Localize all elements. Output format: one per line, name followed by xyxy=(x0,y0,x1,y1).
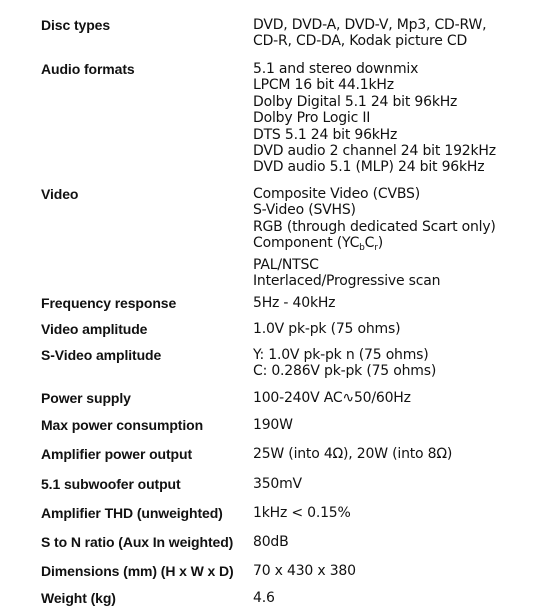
spec-value xyxy=(253,347,436,380)
spec-value xyxy=(253,17,486,50)
spec-label: Dimensions (mm) (H x W x D) xyxy=(41,563,234,579)
spec-value-line: DVD audio 2 channel 24 bit 192kHz xyxy=(253,143,496,160)
spec-value-line: DVD audio 5.1 (MLP) 24 bit 96kHz xyxy=(253,159,485,176)
spec-label: Power supply xyxy=(41,390,131,406)
spec-value xyxy=(253,446,452,462)
spec-label: S to N ratio (Aux In weighted) xyxy=(41,534,234,550)
spec-label: Weight (kg) xyxy=(41,590,116,606)
spec-label: Max power consumption xyxy=(41,417,204,433)
spec-value-line: C: 0.286V pk-pk (75 ohms) xyxy=(253,363,437,380)
spec-value-line: Dolby Digital 5.1 24 bit 96kHz xyxy=(253,93,458,110)
spec-value-line: S-Video (SVHS) xyxy=(253,202,356,219)
spec-value-line: 100-240V AC∿50/60Hz xyxy=(253,390,411,406)
spec-label: Video amplitude xyxy=(41,321,148,337)
spec-value-line: 25W (into 4Ω), 20W (into 8Ω) xyxy=(253,446,453,462)
spec-value-line: 1kHz < 0.15% xyxy=(253,505,351,521)
spec-value-line: LPCM 16 bit 44.1kHz xyxy=(253,77,394,94)
spec-value-line: 80dB xyxy=(253,534,289,550)
spec-value xyxy=(253,505,351,521)
spec-value xyxy=(253,390,411,406)
spec-value-line: DVD, DVD-A, DVD-V, Mp3, CD-RW, xyxy=(253,17,487,33)
spec-value-line: 5Hz - 40kHz xyxy=(253,295,336,311)
spec-value-line: 70 x 430 x 380 xyxy=(253,563,356,579)
spec-value-line: Dolby Pro Logic II xyxy=(253,110,371,127)
spec-value xyxy=(253,590,275,606)
spec-value xyxy=(253,321,400,337)
spec-label: 5.1 subwoofer output xyxy=(41,476,181,492)
spec-value-line: 350mV xyxy=(253,476,302,492)
spec-label: Video xyxy=(41,186,79,202)
spec-value-line: RGB (through dedicated Scart only) xyxy=(253,218,496,235)
spec-value xyxy=(253,534,289,550)
spec-label: Amplifier power output xyxy=(41,446,193,462)
spec-value-line: Y: 1.0V pk-pk n (75 ohms) xyxy=(253,347,429,363)
spec-value-line: 5.1 and stereo downmix xyxy=(253,61,419,77)
spec-value-line: 1.0V pk-pk (75 ohms) xyxy=(253,321,401,337)
spec-label: S-Video amplitude xyxy=(41,347,162,363)
spec-value xyxy=(253,476,302,492)
spec-value-line: PAL/NTSC xyxy=(253,256,319,273)
spec-value-line-component: Component $(YC_bC_r)$ xyxy=(253,235,384,254)
spec-value-line: CD-R, CD-DA, Kodak picture CD xyxy=(253,33,468,50)
spec-value-line: Interlaced/Progressive scan xyxy=(253,273,441,290)
spec-label: Amplifier THD (unweighted) xyxy=(41,505,223,521)
spec-value xyxy=(253,186,496,289)
spec-value-line: 4.6 xyxy=(253,590,275,606)
spec-value xyxy=(253,563,356,579)
spec-value xyxy=(253,295,335,311)
spec-value-line: 190W xyxy=(253,417,293,433)
spec-value-line: DTS 5.1 24 bit 96kHz xyxy=(253,126,398,143)
spec-label: Disc types xyxy=(41,17,111,33)
spec-label: Audio formats xyxy=(41,61,135,77)
spec-label: Frequency response xyxy=(41,295,177,311)
spec-value xyxy=(253,61,496,176)
spec-value-line: Composite Video (CVBS) xyxy=(253,186,420,202)
spec-value xyxy=(253,417,293,433)
